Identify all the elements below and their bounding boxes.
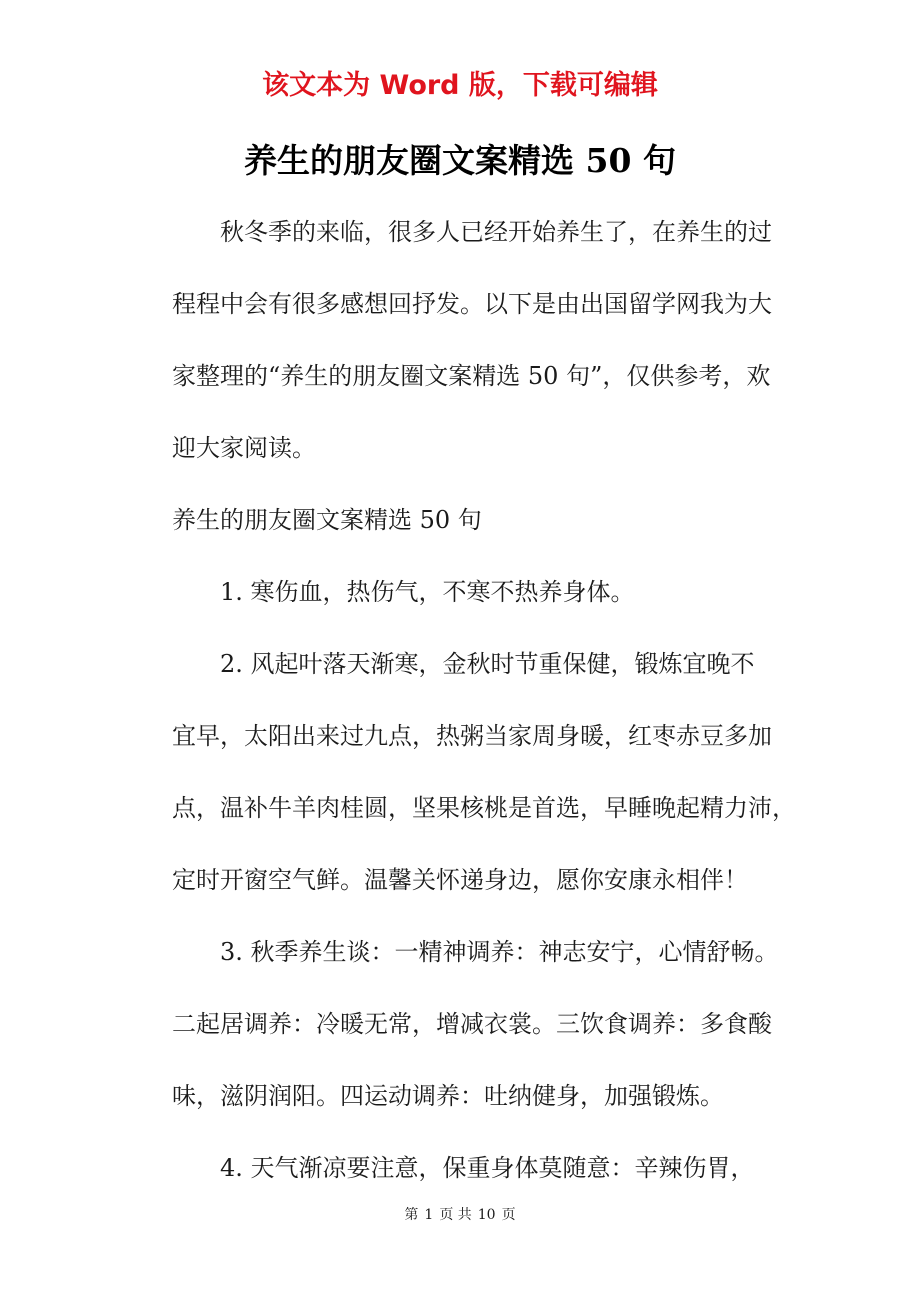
current-page-number: 1 [424, 1207, 434, 1223]
section-heading-text: 养生的朋友圈文案精选 50 句 [172, 506, 482, 534]
text-line: 定时开窗空气鲜。温馨关怀递身边，愿你安康永相伴！ [172, 866, 748, 894]
text-line: 2. 风起叶落天渐寒，金秋时节重保健，锻炼宜晚不 [220, 650, 755, 678]
total-page-count: 10 [477, 1207, 496, 1223]
text-line: 秋冬季的来临，很多人已经开始养生了，在养生的过 [220, 218, 772, 246]
text-line: 二起居调养：冷暖无常，增减衣裳。三饮食调养：多食酸 [172, 1010, 772, 1038]
text-line: 3. 秋季养生谈：一精神调养：神志安宁，心情舒畅。 [220, 938, 779, 966]
text-line: 点，温补牛羊肉桂圆，坚果核桃是首选，早睡晚起精力沛， [172, 794, 796, 822]
text-line: 味，滋阴润阳。四运动调养：吐纳健身，加强锻炼。 [172, 1082, 724, 1110]
text-line: 宜早，太阳出来过九点，热粥当家周身暖，红枣赤豆多加 [172, 722, 772, 750]
text-line: 家整理的“养生的朋友圈文案精选 50 句”，仅供参考，欢 [172, 362, 771, 390]
footer-suffix: 页 [501, 1207, 516, 1223]
text-line: 程程中会有很多感想回抒发。以下是由出国留学网我为大 [172, 290, 772, 318]
page-title: 养生的朋友圈文案精选 50 句 [244, 141, 676, 180]
text-line: 迎大家阅读。 [172, 434, 316, 462]
text-line: 1. 寒伤血，热伤气，不寒不热养身体。 [220, 578, 635, 606]
download-banner: 该文本为 Word 版，下载可编辑 [262, 70, 658, 101]
text-line: 4. 天气渐凉要注意，保重身体莫随意：辛辣伤胃， [220, 1154, 755, 1182]
footer-prefix: 第 [404, 1207, 419, 1223]
footer-middle: 页 共 [439, 1207, 472, 1223]
page-footer [0, 1205, 920, 1225]
